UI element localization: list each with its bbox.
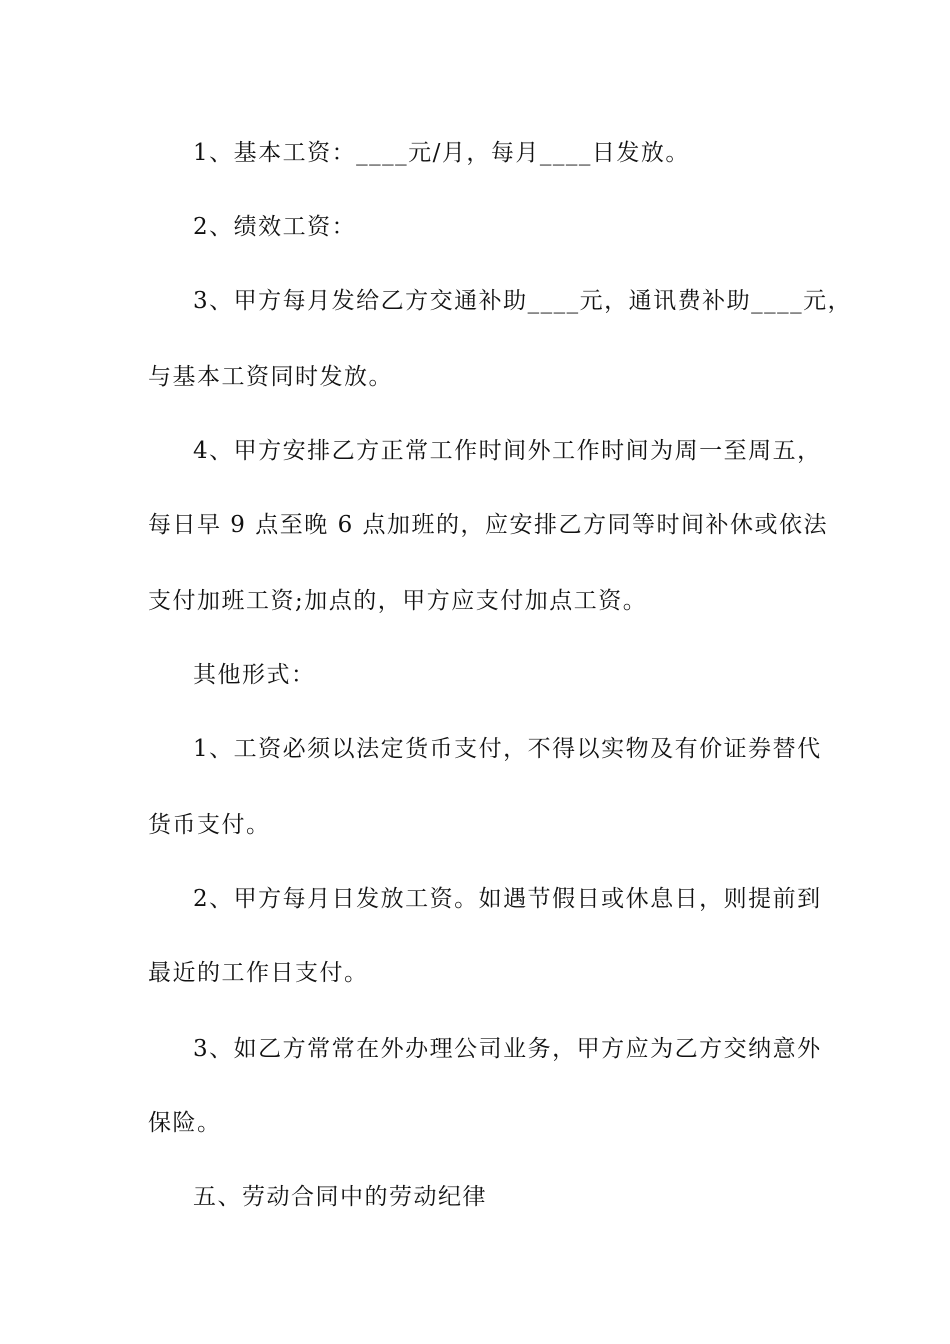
other-form-item-currency-continued: 货币支付。 — [148, 812, 271, 838]
salary-item-performance: 2、绩效工资： — [193, 214, 357, 240]
section-heading-other-forms: 其他形式： — [193, 662, 316, 688]
salary-item-allowance: 3、甲方每月发给乙方交通补助____元，通讯费补助____元， — [193, 288, 853, 314]
other-form-item-insurance-continued: 保险。 — [148, 1110, 222, 1136]
salary-item-overtime-line-2: 每日早 9 点至晚 6 点加班的，应安排乙方同等时间补休或依法 — [148, 512, 829, 538]
other-form-item-currency: 1、工资必须以法定货币支付，不得以实物及有价证券替代 — [193, 736, 822, 762]
other-form-item-payday: 2、甲方每月日发放工资。如遇节假日或休息日，则提前到 — [193, 886, 822, 912]
salary-item-allowance-continued: 与基本工资同时发放。 — [148, 364, 393, 390]
other-form-item-insurance: 3、如乙方常常在外办理公司业务，甲方应为乙方交纳意外 — [193, 1036, 822, 1062]
other-form-item-payday-continued: 最近的工作日支付。 — [148, 960, 369, 986]
salary-item-overtime-line-3: 支付加班工资;加点的，甲方应支付加点工资。 — [148, 588, 648, 614]
salary-item-overtime: 4、甲方安排乙方正常工作时间外工作时间为周一至周五， — [193, 438, 822, 464]
salary-item-basic: 1、基本工资：____元/月，每月____日发放。 — [193, 140, 690, 166]
section-heading-labor-discipline: 五、劳动合同中的劳动纪律 — [193, 1184, 487, 1210]
